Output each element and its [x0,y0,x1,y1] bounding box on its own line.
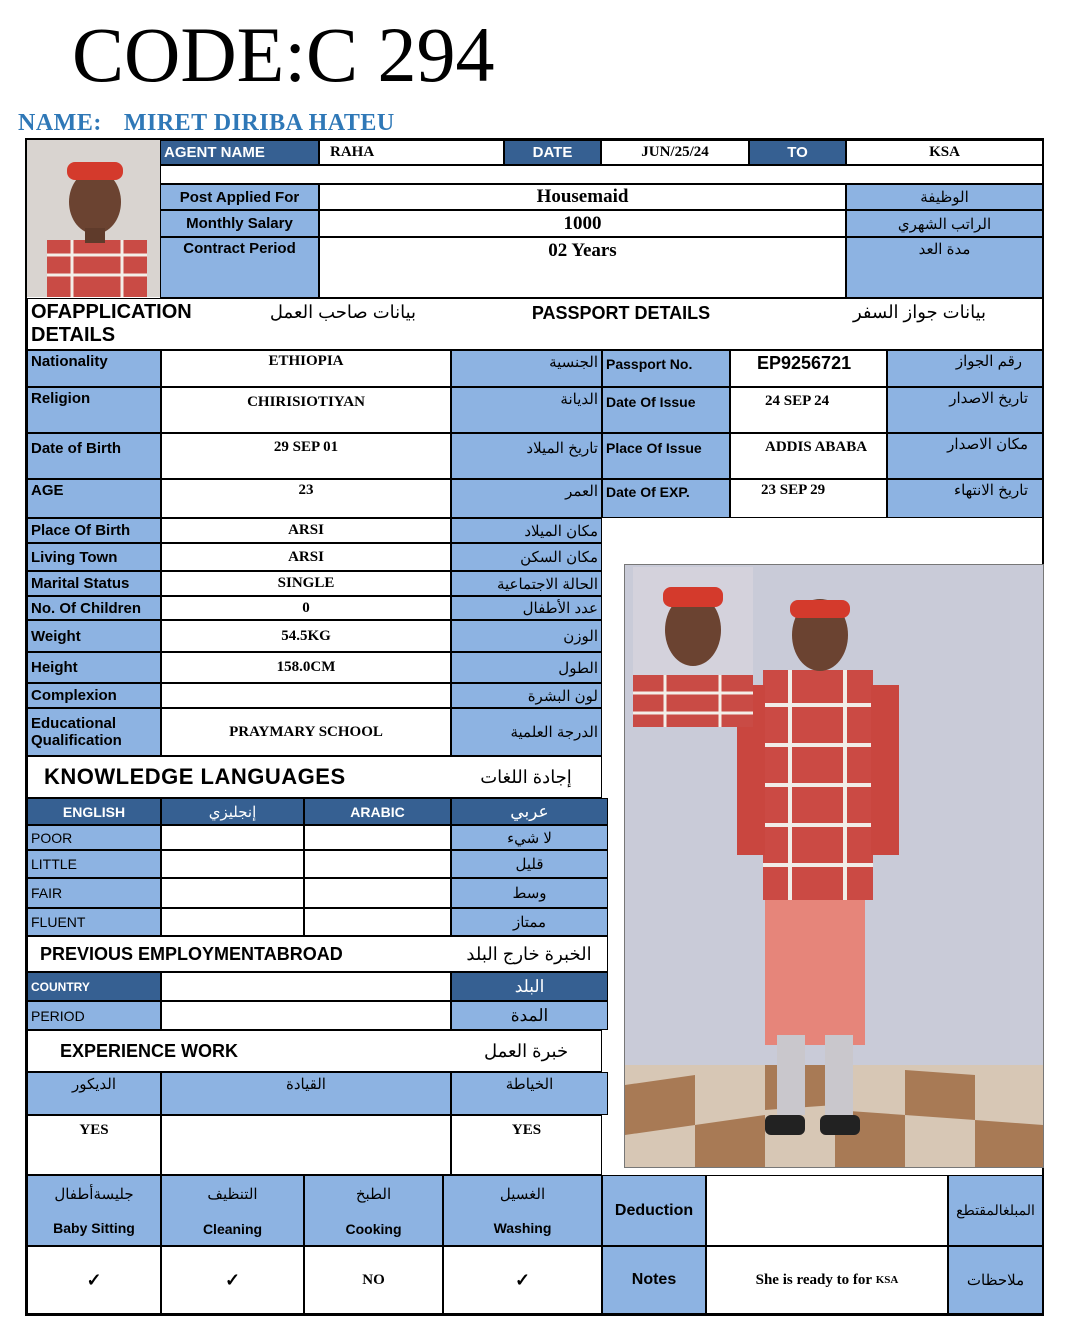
arabic-level-cell[interactable] [304,850,451,878]
notes-ar: ملاحظات [948,1246,1043,1314]
skill-ar: جليسةأطفال [54,1185,134,1203]
decor-value: YES [27,1115,161,1175]
post-label: Post Applied For [160,184,319,210]
issue-date-ar: تاريخ الاصدار [887,387,1043,433]
deduction-ar: المبلغالمقتطع [948,1175,1043,1246]
skill-ar: التنظيف [207,1186,258,1204]
contract-label: Contract Period [160,237,319,298]
arabic-level-cell[interactable] [304,825,451,850]
skill-header-washing [443,1175,602,1246]
living-town-ar: مكان السكن [451,543,602,571]
period-value[interactable] [161,1001,451,1030]
place-of-birth-value: ARSI [161,518,451,543]
post-ar: الوظيفة [846,184,1043,210]
languages-title-ar: إجادة اللغات [451,756,602,798]
notes-text: She is ready to for [755,1271,872,1288]
experience-title-ar: خبرة العمل [451,1030,602,1072]
name-value: MIRET DIRIBA HATEU [123,110,395,136]
height-value: 158.0CM [161,652,451,683]
arabic-level-cell[interactable] [304,908,451,936]
issue-place-ar: مكان الاصدار [887,433,1043,479]
headshot-photo [27,140,160,297]
skill-ar: الغسيل [499,1185,546,1203]
english-ar-header: إنجليزي [161,798,304,825]
application-title: OFAPPLICATION DETAILS [27,298,241,350]
agent-name-label: AGENT NAME [160,140,319,165]
skill-header-cleaning [161,1175,304,1246]
period-label: PERIOD [27,1001,161,1030]
period-ar: المدة [451,1001,608,1030]
contract-ar: مدة العد [846,237,1043,298]
to-value: KSA [846,140,1043,165]
sewing-ar: الخياطة [451,1072,608,1115]
full-body-photo [624,564,1044,1168]
level-label: FLUENT [27,908,161,936]
exp-date-label: Date Of EXP. [602,479,730,518]
country-ar: البلد [451,972,608,1001]
issue-place-label: Place Of Issue [602,433,730,479]
english-header: ENGLISH [27,798,161,825]
religion-label: Religion [27,387,161,433]
deduction-value [706,1175,948,1246]
exp-date-ar: تاريخ الانتهاء [887,479,1043,518]
application-ar: بيانات صاحب العمل [241,298,445,350]
issue-date-label: Date Of Issue [602,387,730,433]
english-level-cell[interactable] [161,908,304,936]
document-code: CODE:C 294 [72,11,495,98]
height-ar: الطول [451,652,602,683]
nationality-ar: الجنسية [451,350,602,387]
languages-title: KNOWLEDGE LANGUAGES [27,756,451,798]
complexion-ar: لون البشرة [451,683,602,708]
previous-title-ar: الخبرة خارج البلد [451,936,608,972]
place-of-birth-ar: مكان الميلاد [451,518,602,543]
driving-ar: القيادة [161,1072,451,1115]
salary-label: Monthly Salary [160,210,319,237]
children-label: No. Of Children [27,596,161,620]
arabic-ar-header: عربي [451,798,608,825]
children-value: 0 [161,596,451,620]
to-label: TO [749,140,846,165]
salary-ar: الراتب الشهري [846,210,1043,237]
arabic-level-cell[interactable] [304,878,451,908]
complexion-label: Complexion [27,683,161,708]
level-label: LITTLE [27,850,161,878]
religion-value: CHIRISIOTIYAN [161,387,451,433]
arabic-header: ARABIC [304,798,451,825]
living-town-label: Living Town [27,543,161,571]
height-label: Height [27,652,161,683]
english-level-cell[interactable] [161,825,304,850]
marital-label: Marital Status [27,571,161,596]
nationality-value: ETHIOPIA [161,350,451,387]
baby-sitting-check: ✓ [27,1246,161,1314]
dob-ar: تاريخ الميلاد [451,433,602,479]
skill-label: Baby Sitting [53,1220,135,1237]
date-label: DATE [504,140,601,165]
education-ar: الدرجة العلمية [451,708,602,756]
education-label: Educational Qualification [27,708,161,756]
issue-date-value: 24 SEP 24 [730,387,887,433]
age-ar: العمر [451,479,602,518]
marital-ar: الحالة الاجتماعية [451,571,602,596]
agent-name-value: RAHA [319,140,504,165]
passport-no-label: Passport No. [602,350,730,387]
cooking-value: NO [304,1246,443,1314]
level-ar: ممتاز [451,908,608,936]
level-ar: لا شيء [451,825,608,850]
experience-title: EXPERIENCE WORK [27,1030,451,1072]
nationality-label: Nationality [27,350,161,387]
date-value: JUN/25/24 [601,140,749,165]
issue-place-value: ADDIS ABABA [730,433,887,479]
weight-ar: الوزن [451,620,602,652]
english-level-cell[interactable] [161,878,304,908]
english-level-cell[interactable] [161,850,304,878]
passport-title: PASSPORT DETAILS [445,298,797,350]
contract-value: 02 Years [319,237,846,298]
complexion-value [161,683,451,708]
dob-value: 29 SEP 01 [161,433,451,479]
place-of-birth-label: Place Of Birth [27,518,161,543]
country-value[interactable] [161,972,451,1001]
skill-header-cooking [304,1175,443,1246]
skill-label: Cleaning [202,1220,263,1237]
skill-ar: الطبخ [355,1186,392,1204]
washing-check: ✓ [443,1246,602,1314]
level-label: FAIR [27,878,161,908]
country-label: COUNTRY [27,972,161,1001]
driving-value [161,1115,451,1175]
cleaning-check: ✓ [161,1246,304,1314]
dob-label: Date of Birth [27,433,161,479]
passport-no-value: EP9256721 [730,350,887,387]
age-value: 23 [161,479,451,518]
salary-value: 1000 [319,210,846,237]
name-label: NAME: [18,110,102,136]
sewing-value: YES [451,1115,602,1175]
spacer-row [160,165,1043,184]
exp-date-value: 23 SEP 29 [730,479,887,518]
post-value: Housemaid [319,184,846,210]
decor-ar: الديكور [27,1072,161,1115]
deduction-label: Deduction [602,1175,706,1246]
notes-country: KSA [875,1274,899,1286]
passport-ar: بيانات جواز السفر [797,298,1043,350]
children-ar: عدد الأطفال [451,596,602,620]
notes-label: Notes [602,1246,706,1314]
skill-label: Cooking [345,1220,402,1237]
passport-no-ar: رقم الجواز [887,350,1043,387]
education-value: PRAYMARY SCHOOL [161,708,451,756]
religion-ar: الديانة [451,387,602,433]
skill-label: Washing [493,1220,552,1237]
level-label: POOR [27,825,161,850]
applicant-name [18,110,395,137]
marital-value: SINGLE [161,571,451,596]
weight-label: Weight [27,620,161,652]
notes-value [706,1246,948,1314]
level-ar: قليل [451,850,608,878]
weight-value: 54.5KG [161,620,451,652]
age-label: AGE [27,479,161,518]
skill-header-baby-sitting [27,1175,161,1246]
level-ar: وسط [451,878,608,908]
living-town-value: ARSI [161,543,451,571]
previous-title: PREVIOUS EMPLOYMENTABROAD [27,936,451,972]
